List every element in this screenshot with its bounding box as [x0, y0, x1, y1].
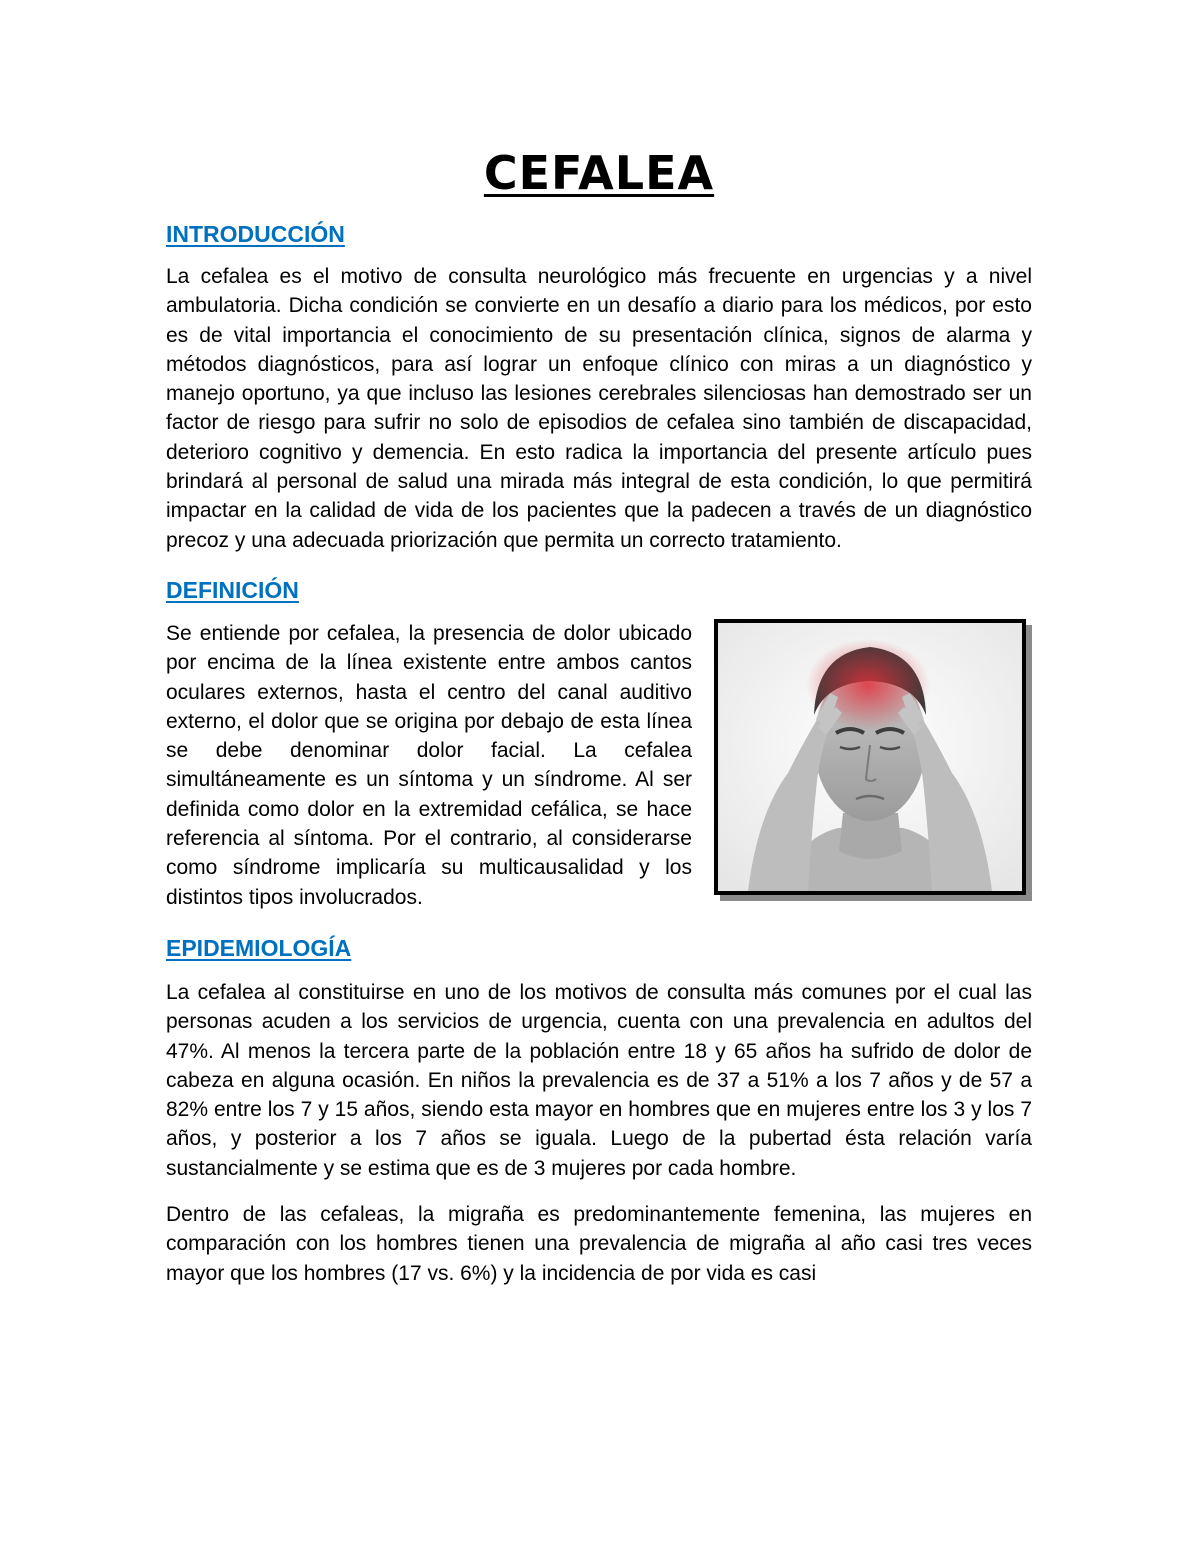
section-paragraph-epidemiologia-1: La cefalea al constituirse en uno de los motivos de consulta más comunes por el cual las personas acuden a los servicios de urgencia, cuenta con una prevalencia en adultos del 47%. Al menos la tercera parte de la población entre 18 y 65 años ha sufrido de dolor de cabeza en alguna ocasión. En niños la prevalencia es de 37 a 51% a los 7 años y de 57 a 82% entre los 7 y 15 años, siendo esta mayor en hombres que en mujeres entre los 3 y los 7 años, y posterior a los 7 años se iguala. Luego de la pubertad ésta relación varía sustancialmente y se estima que es de 3 mujeres por cada hombre.: [166, 980, 1032, 1180]
headache-image: [714, 619, 1032, 901]
headache-image-frame: [714, 619, 1026, 895]
headache-man-photo-icon: [718, 623, 1022, 891]
definicion-block: [166, 619, 1032, 912]
document-title: CEFALEA: [483, 146, 715, 200]
document-page: [166, 140, 1032, 1288]
section-paragraph-epidemiologia-2: Dentro de las cefaleas, la migraña es predominantemente femenina, las mujeres en comparación con los hombres tienen una prevalencia de migraña al año casi tres veces mayor que los hombres (17 vs. 6%) y la incidencia de por vida es casi: [166, 1203, 1032, 1285]
section-heading-epidemiologia: EPIDEMIOLOGÍA: [166, 934, 352, 961]
section-paragraph-introduccion: La cefalea es el motivo de consulta neurológico más frecuente en urgencias y a nivel ambulatoria. Dicha condición se convierte en un desafío a diario para los médicos, por esto es de vital importancia el conocimiento de su presentación clínica, signos de alarma y métodos diagnósticos, para así lograr un enfoque clínico con miras a un diagnóstico y manejo oportuno, ya que incluso las lesiones cerebrales silenciosas han demostrado ser un factor de riesgo para sufrir no solo de episodios de cefalea sino también de discapacidad, deterioro cognitivo y demencia. En esto radica la importancia del presente artículo pues brindará al personal de salud una mirada más integral de esta condición, lo que permitirá impactar en la calidad de vida de los pacientes que la padecen a través de un diagnóstico precoz y una adecuada priorización que permita un correcto tratamiento.: [166, 265, 1032, 552]
section-heading-definicion: DEFINICIÓN: [166, 576, 299, 603]
section-paragraph-definicion: Se entiende por cefalea, la presencia de dolor ubicado por encima de la línea existente entre ambos cantos oculares externos, hasta el centro del canal auditivo externo, el dolor que se origina por debajo de esta línea se debe denominar dolor facial. La cefalea simultáneamente es un síntoma y un síndrome. Al ser definida como dolor en la extremidad cefálica, se hace referencia al síntoma. Por el contrario, al considerarse como síndrome implicaría su multicausalidad y los distintos tipos involucrados.: [166, 621, 692, 909]
section-heading-introduccion: INTRODUCCIÓN: [166, 221, 345, 247]
